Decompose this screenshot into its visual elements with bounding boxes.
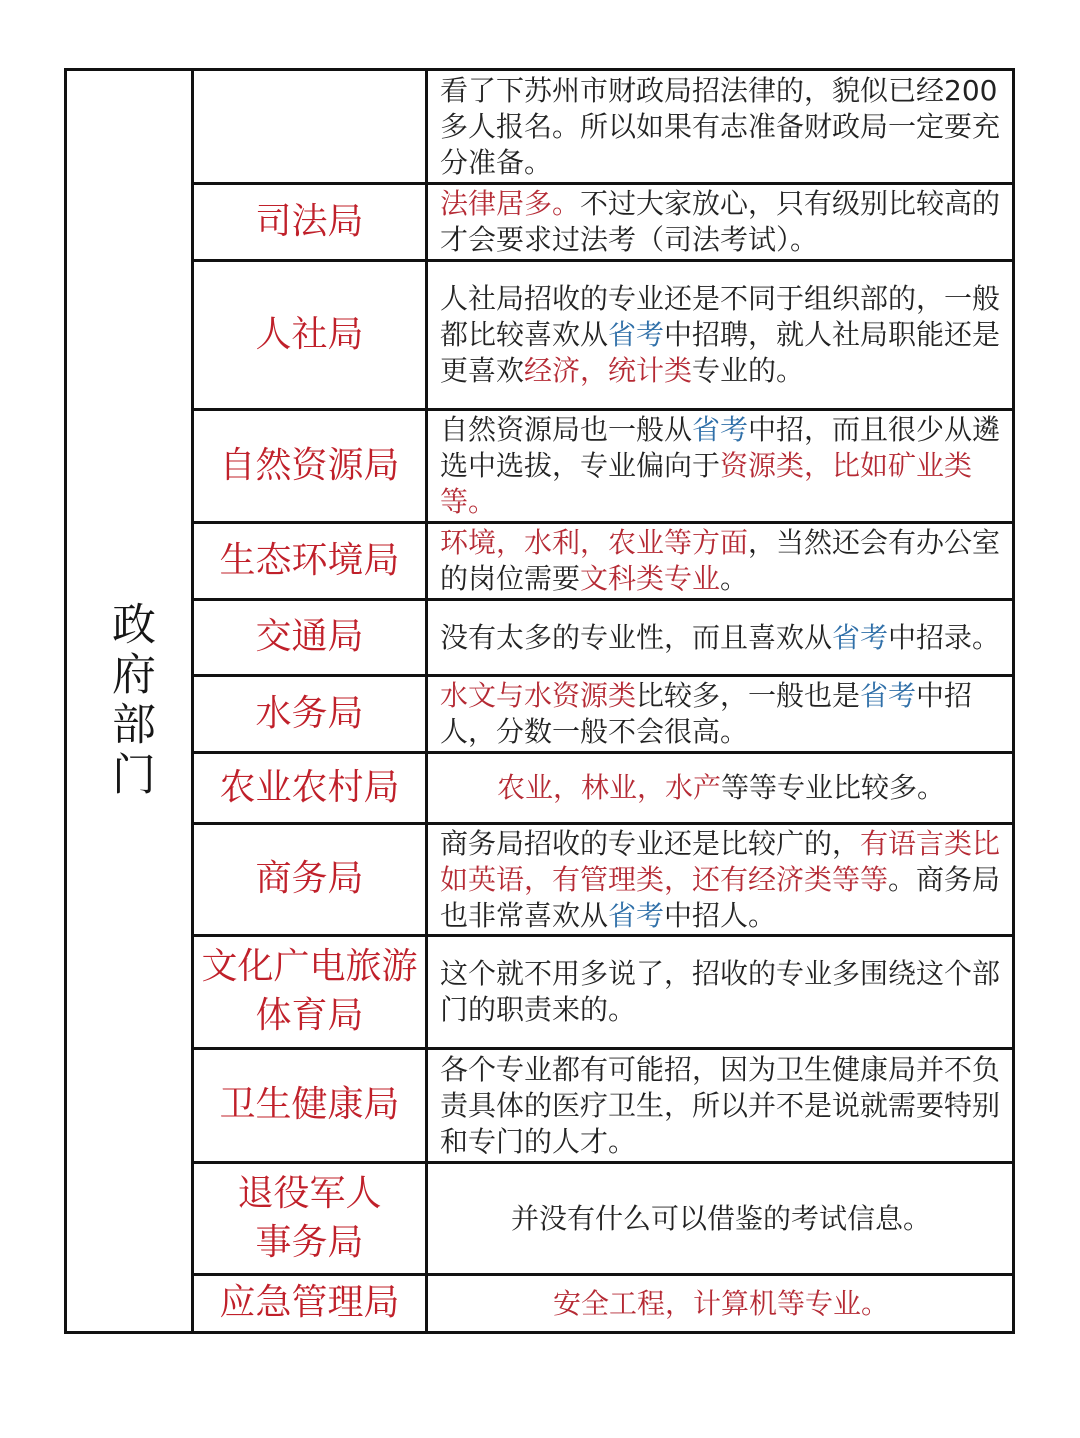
department-name: 商务局: [194, 825, 428, 934]
table-row: [194, 411, 1012, 524]
department-name: 自然资源局: [194, 411, 428, 521]
description-text: [440, 281, 1002, 389]
description-segment: 没有太多的专业性，而且喜欢从: [440, 620, 833, 654]
description-segment: 这个就不用多说了，招收的专业多围绕这个部门的职责来的。: [440, 957, 1001, 1026]
description-segment: ，当然还会有办公室的岗位需要: [440, 526, 1001, 595]
description-segment: 商务局招收的专业还是比较广的，: [440, 826, 861, 860]
description-text: [497, 770, 945, 806]
description-text: [440, 620, 1002, 656]
table-row: [194, 262, 1012, 411]
table-row: [194, 937, 1012, 1050]
description-segment: 文科类专业: [580, 562, 721, 595]
category-column: [67, 71, 194, 1331]
description-segment: 。商务局也非常喜欢从: [440, 862, 1001, 932]
table-row: [194, 185, 1012, 262]
department-description: [428, 524, 1012, 598]
table-row: [194, 1164, 1012, 1276]
description-text: [553, 1286, 889, 1322]
description-segment: 不过大家放心，只有级别比较高的才会要求过法考（司法考试）。: [440, 187, 1001, 256]
table-row: [194, 71, 1012, 185]
description-segment: 中招录。: [888, 620, 1001, 654]
description-text: [440, 73, 1002, 181]
description-segment: 中招聘，就人社局职能还是更喜欢: [440, 318, 1001, 387]
description-segment: 有语言类比如英语，有管理类，还有经济类等等: [440, 826, 1001, 896]
description-segment: 农业，林业，水产: [496, 771, 721, 804]
description-text: [440, 186, 1002, 258]
department-description: [428, 601, 1012, 674]
department-description: [428, 825, 1012, 934]
department-name: 退役军人 事务局: [194, 1164, 428, 1273]
table-row: [194, 1276, 1012, 1331]
description-segment: 省考: [608, 318, 665, 351]
table-rows: [194, 71, 1012, 1331]
table-row: [194, 677, 1012, 754]
department-description: [428, 1164, 1012, 1273]
description-segment: 。: [720, 562, 749, 595]
category-label: 政府部门: [104, 601, 155, 801]
description-segment: 看了下苏州市财政局招法律的，貌似已经200多人报名。所以如果有志准备财政局一定要充分准备。: [440, 73, 1001, 179]
table-row: [194, 601, 1012, 677]
department-name: 应急管理局: [194, 1276, 428, 1331]
table-row: [194, 825, 1012, 937]
description-segment: 专业的。: [692, 354, 805, 387]
department-name: 农业农村局: [194, 754, 428, 822]
table-row: [194, 524, 1012, 601]
description-text: [440, 1052, 1002, 1160]
description-segment: 自然资源局也一般从: [440, 413, 693, 446]
description-text: [440, 678, 1002, 750]
department-description: [428, 185, 1012, 259]
description-segment: 资源类，比如矿业类等。: [440, 449, 973, 518]
description-text: [440, 412, 1002, 520]
description-segment: 人社局招收的专业还是不同于组织部的，一般都比较喜欢从: [440, 282, 1001, 351]
description-segment: 省考: [860, 679, 917, 712]
description-segment: 水文与水资源类: [440, 679, 637, 712]
description-segment: 省考: [832, 620, 889, 654]
department-name: 司法局: [194, 185, 428, 259]
department-name: 文化广电旅游 体育局: [194, 937, 428, 1047]
department-description: [428, 677, 1012, 751]
department-name: 水务局: [194, 677, 428, 751]
department-description: [428, 1276, 1012, 1331]
department-description: [428, 1050, 1012, 1161]
description-segment: 中招人，分数一般不会很高。: [440, 679, 973, 748]
description-segment: 比较多，一般也是: [636, 679, 861, 712]
description-segment: 并没有什么可以借鉴的考试信息。: [510, 1201, 931, 1235]
description-segment: 各个专业都有可能招，因为卫生健康局并不负责具体的医疗卫生，所以并不是说就需要特别和专门的人才。: [440, 1052, 1001, 1158]
department-description: [428, 754, 1012, 822]
department-name: [194, 71, 428, 182]
table-row: [194, 754, 1012, 825]
department-name: 人社局: [194, 262, 428, 408]
description-segment: 安全工程，计算机等专业。: [552, 1286, 889, 1320]
table-row: [194, 1050, 1012, 1164]
department-description: [428, 262, 1012, 408]
description-segment: 省考: [608, 898, 665, 932]
description-text: [511, 1201, 931, 1237]
description-segment: 法律居多。: [440, 187, 581, 220]
description-text: [440, 956, 1002, 1028]
description-segment: 经济，统计类: [524, 354, 693, 387]
department-description: [428, 411, 1012, 521]
department-name: 交通局: [194, 601, 428, 674]
description-segment: 环境，水利，农业等方面: [440, 526, 749, 559]
description-segment: 等等专业比较多。: [721, 771, 946, 804]
department-table: [64, 68, 1015, 1334]
department-description: [428, 71, 1012, 182]
description-text: [440, 525, 1002, 597]
description-segment: 中招人。: [664, 898, 777, 932]
description-segment: 省考: [692, 413, 749, 446]
department-name: 生态环境局: [194, 524, 428, 598]
department-name: 卫生健康局: [194, 1050, 428, 1161]
description-segment: 中招，而且很少从遴选中选拔，专业偏向于: [440, 413, 1001, 482]
department-description: [428, 937, 1012, 1047]
description-text: [440, 826, 1002, 934]
